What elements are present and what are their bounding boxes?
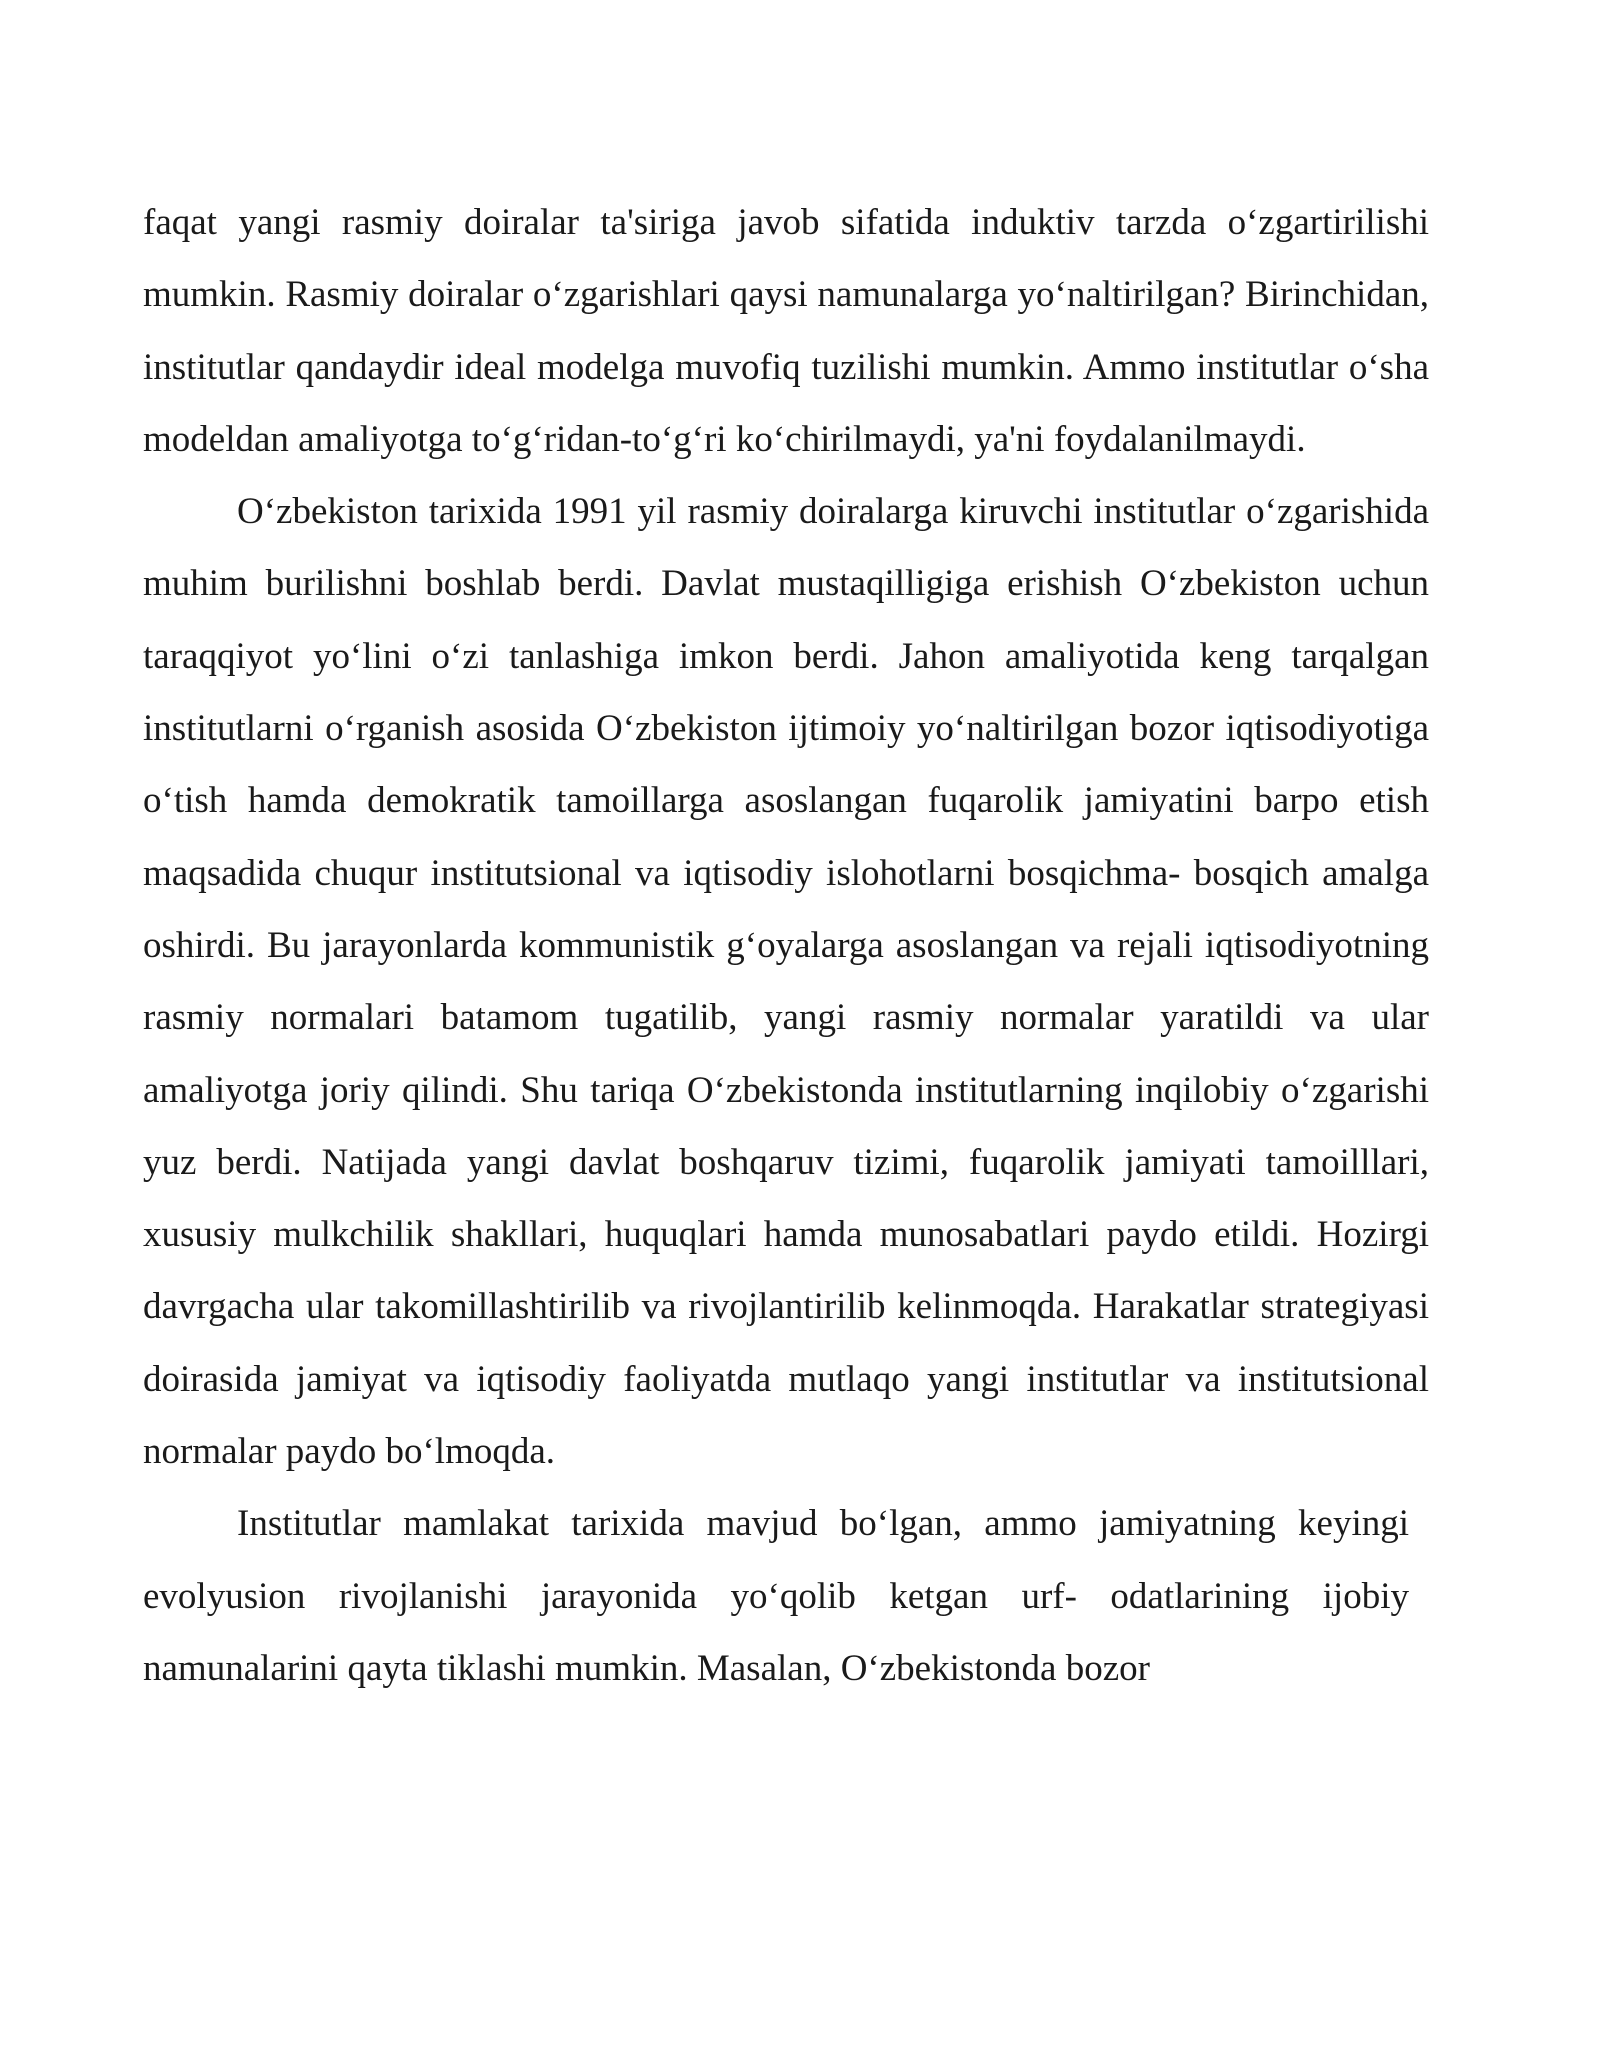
paragraph-2: O‘zbekiston tarixida 1991 yil rasmiy doiralarga kiruvchi institutlar o‘zgarishida muhim burilishni boshlab berdi. Davlat mustaqilligiga erishish O‘zbekiston uchun taraqqiyot yo‘lini o‘zi tanlashiga imkon berdi. Jahon amaliyotida keng tarqalgan institutlarni o‘rganish asosida O‘zbekiston ijtimoiy yo‘naltirilgan bozor iqtisodiyotiga o‘tish hamda demokratik tamoillarga asoslangan fuqarolik jamiyatini barpo etish maqsadida chuqur institutsional va iqtisodiy islohotlarni bosqichma- bosqich amalga oshirdi. Bu jarayonlarda kommunistik g‘oyalarga asoslangan va rejali iqtisodiyotning rasmiy normalari batamom tugatilib, yangi rasmiy normalar yaratildi va ular amaliyotga joriy qilindi. Shu tariqa O‘zbekistonda institutlarning inqilobiy o‘zgarishi yuz berdi. Natijada yangi davlat boshqaruv tizimi, fuqarolik jamiyati tamoilllari, xususiy mulkchilik shakllari, huquqlari hamda munosabatlari paydo etildi. Hozirgi davrgacha ular takomillashtirilib va rivojlantirilib kelinmoqda. Harakatlar strategiyasi doirasida jamiyat va iqtisodiy faoliyatda mutlaqo yangi institutlar va institutsional normalar paydo bo‘lmoqda. [143,491,1429,1473]
paragraph-1: faqat yangi rasmiy doiralar ta'siriga javob sifatida induktiv tarzda o‘zgartirilishi mumkin. Rasmiy doiralar o‘zgarishlari qaysi namunalarga yo‘naltirilgan? Birinchidan, institutlar qandaydir ideal modelga muvofiq tuzilishi mumkin. Ammo institutlar o‘sha modeldan amaliyotga to‘g‘ridan-to‘g‘ri ko‘chirilmaydi, ya'ni foydalanilmaydi. [143,202,1429,460]
body-text [143,187,1429,1705]
paragraph-3: Institutlar mamlakat tarixida mavjud bo‘lgan, ammo jamiyatning keyingi evolyusion rivojlanishi jarayonida yo‘qolib ketgan urf- odatlarining ijobiy namunalarini qayta tiklashi mumkin. Masalan, O‘zbekistonda bozor [143,1503,1409,1689]
